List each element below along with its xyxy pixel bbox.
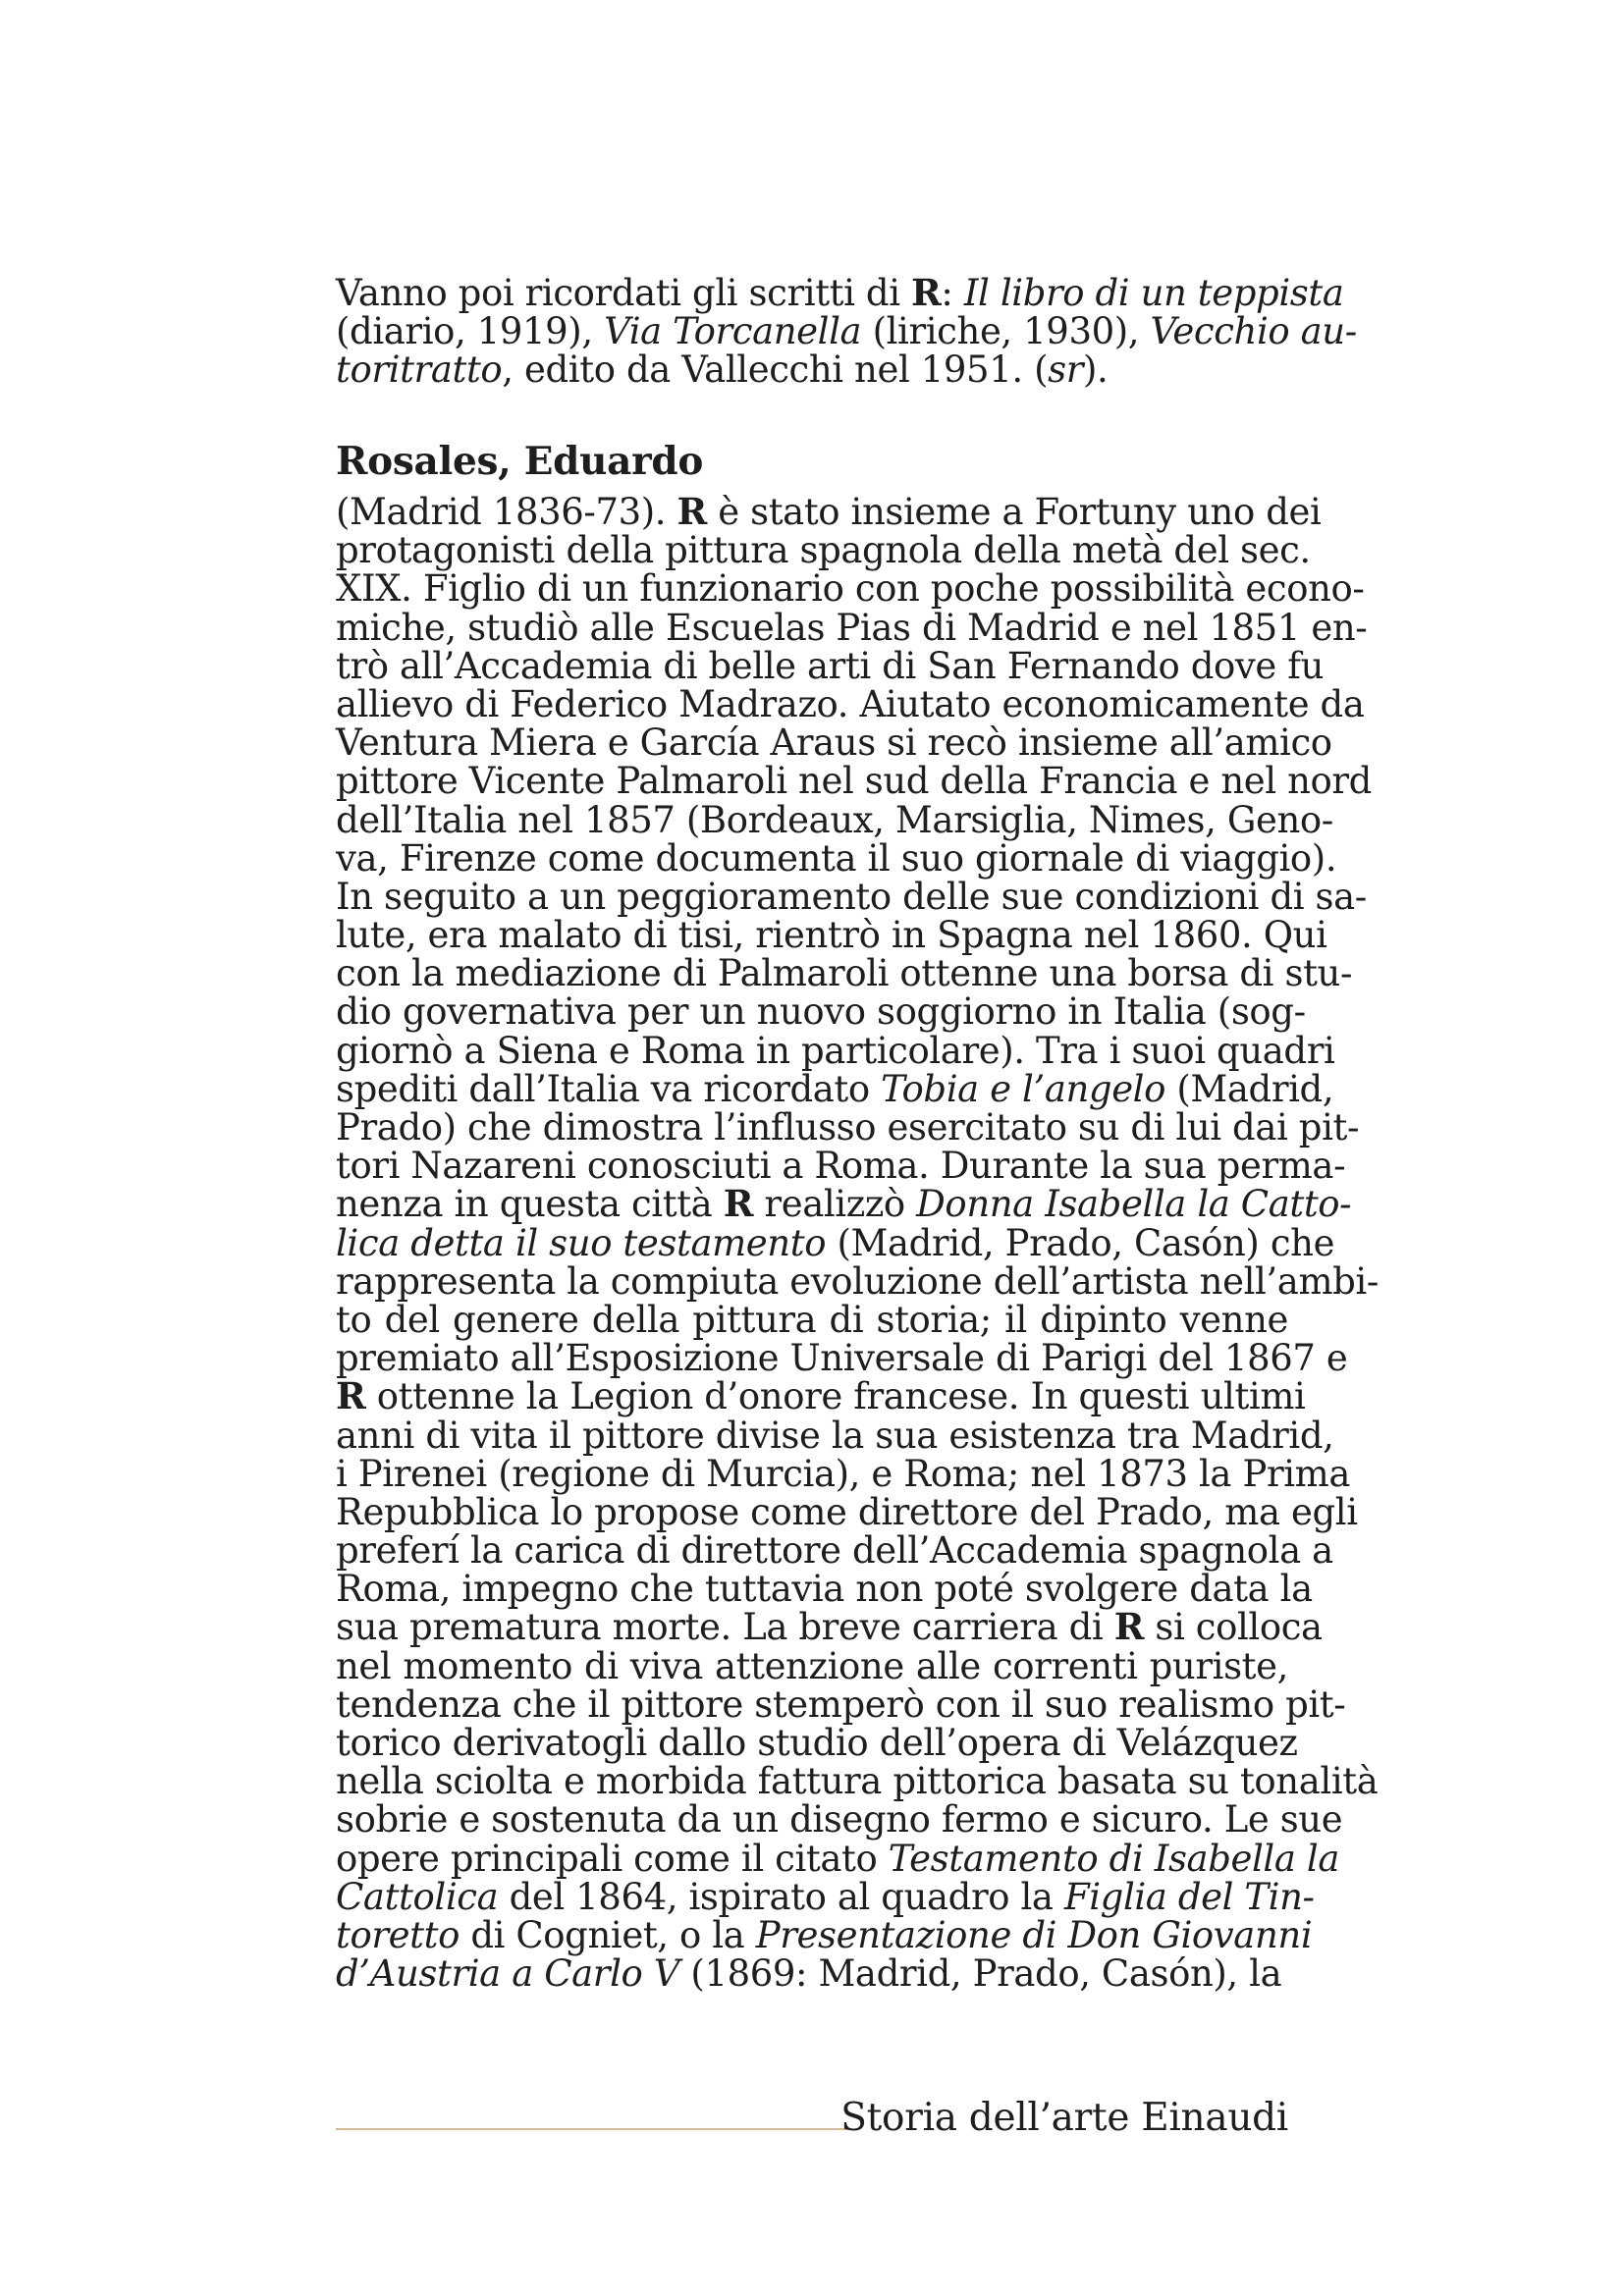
- entry-line: [336, 1568, 1313, 1611]
- bold-initial: R: [676, 490, 707, 533]
- entry-line: [336, 798, 1333, 841]
- text-run: premiato all’Esposizione Universale di Parigi del 1867 e: [336, 1337, 1348, 1380]
- entry-paragraph: [336, 490, 1379, 1996]
- text-run: è stato insieme a Fortuny uno dei: [706, 491, 1322, 533]
- text-run: i Pirenei (regione di Murcia), e Roma; nel 1873 la Prima: [336, 1452, 1351, 1495]
- text-run: dio governativa per un nuovo soggiorno in Italia (sog-: [336, 990, 1306, 1034]
- text-run: rappresenta la compiuta evoluzione dell’artista nell’ambi-: [336, 1259, 1379, 1303]
- text-run: (Madrid, Prado, Casón) che: [826, 1221, 1335, 1264]
- entry-line: [336, 1529, 1333, 1573]
- text-run: (1869: Madrid, Prado, Casón), la: [679, 1952, 1282, 1996]
- text-run: tori Nazareni conosciuti a Roma. Durante la sua perma-: [336, 1145, 1346, 1188]
- entry-line: [336, 1490, 1358, 1533]
- bold-initial: R: [723, 1182, 754, 1226]
- intro-paragraph: [336, 271, 1357, 392]
- entry-line: [336, 760, 1372, 803]
- text-run: , edito da Vallecchi nel 1951. (: [502, 348, 1049, 392]
- italic-title: sr: [1048, 348, 1083, 392]
- entry-line: [336, 1722, 1298, 1764]
- entry-line: [336, 1644, 1288, 1687]
- text-run: lute, era malato di tisi, rientrò in Spagna nel 1860. Qui: [336, 914, 1327, 957]
- text-run: ).: [1082, 348, 1109, 392]
- entry-line: [336, 1182, 1352, 1226]
- text-run: va, Firenze come documenta il suo giornale di viaggio).: [336, 836, 1337, 880]
- entry-line: [336, 1067, 1334, 1110]
- bold-initial: R: [336, 1374, 366, 1418]
- page-footer: [336, 2091, 1288, 2150]
- italic-title: Cattolica: [336, 1875, 499, 1918]
- text-run: Ventura Miera e García Araus si recò insieme all’amico: [336, 721, 1332, 765]
- entry-line: [336, 490, 1322, 533]
- text-run: to del genere della pittura di storia; il dipinto venne: [336, 1298, 1288, 1341]
- text-run: anni di vita il pittore divise la sua esistenza tra Madrid,: [336, 1414, 1334, 1457]
- text-run: Roma, impegno che tuttavia non poté svolgere data la: [336, 1568, 1313, 1611]
- entry-line: [336, 1414, 1334, 1457]
- text-run: XIX. Figlio di un funzionario con poche possibilità econo-: [336, 567, 1365, 611]
- entry-line: [336, 1029, 1335, 1072]
- text-run: Prado) che dimostra l’influsso esercitato su di lui dai pit-: [336, 1106, 1360, 1148]
- bold-initial: R: [1113, 1605, 1145, 1649]
- entry-line: [336, 990, 1306, 1034]
- entry-line: [336, 914, 1327, 957]
- text-run: (Madrid,: [1165, 1067, 1334, 1110]
- entry-line: [336, 1145, 1346, 1188]
- italic-title: d’Austria a Carlo V: [336, 1952, 680, 1996]
- text-run: miche, studiò alle Escuelas Pias di Madrid e nel 1851 en-: [336, 606, 1368, 649]
- entry-line: [336, 1798, 1343, 1842]
- entry-line: [336, 1374, 1306, 1418]
- text-run: spediti dall’Italia va ricordato: [336, 1067, 882, 1110]
- entry-line: [336, 1760, 1379, 1803]
- italic-title: lica detta il suo testamento: [336, 1221, 827, 1264]
- entry-heading: Rosales, Eduardo: [336, 439, 704, 484]
- text-run: sua prematura morte. La breve carriera di: [336, 1606, 1114, 1649]
- italic-title: Vecchio au-: [1150, 310, 1357, 353]
- intro-line: [336, 310, 1357, 353]
- text-run: (liriche, 1930),: [861, 310, 1151, 353]
- text-run: tendenza che il pittore stemperò con il suo realismo pit-: [336, 1682, 1346, 1726]
- italic-title: Tobia e l’angelo: [881, 1067, 1165, 1110]
- text-run: protagonisti della pittura spagnola della metà del sec.: [336, 529, 1311, 572]
- entry-line: [336, 1875, 1315, 1918]
- italic-title: toritratto: [336, 348, 503, 392]
- italic-title: Donna Isabella la Catto-: [916, 1183, 1352, 1226]
- entry-line: [336, 682, 1365, 725]
- text-run: pittore Vicente Palmaroli nel sud della Francia e nel nord: [336, 760, 1372, 803]
- text-run: nel momento di viva attenzione alle correnti puriste,: [336, 1644, 1288, 1687]
- intro-line: [336, 348, 1288, 392]
- entry-line: [336, 1106, 1360, 1148]
- text-run: dell’Italia nel 1857 (Bordeaux, Marsiglia, Nimes, Geno-: [336, 798, 1333, 841]
- bold-initial: R: [911, 271, 942, 314]
- entry-line: [336, 836, 1337, 880]
- entry-line: [336, 952, 1353, 995]
- entry-line: [336, 1682, 1346, 1726]
- entry-line: [336, 567, 1365, 611]
- entry-line: [336, 1913, 1313, 1956]
- intro-line: [336, 271, 1344, 314]
- text-run: :: [941, 272, 964, 314]
- text-run: sobrie e sostenuta da un disegno fermo e sicuro. Le sue: [336, 1798, 1343, 1842]
- italic-title: toretto: [336, 1913, 460, 1956]
- text-run: (diario, 1919),: [336, 310, 605, 353]
- footer-title: Storia dell’arte Einaudi: [840, 2096, 1288, 2140]
- entry-line: [336, 1605, 1323, 1649]
- footer-rule: [336, 2128, 846, 2130]
- entry-line: [336, 606, 1368, 649]
- text-run: In seguito a un peggioramento delle sue condizioni di sa-: [336, 875, 1367, 918]
- entry-line: [336, 1952, 1288, 1996]
- text-run: con la mediazione di Palmaroli ottenne una borsa di stu-: [336, 952, 1353, 995]
- text-run: si colloca: [1144, 1606, 1323, 1649]
- italic-title: Il libro di un teppista: [963, 272, 1344, 314]
- entry-line: [336, 1452, 1351, 1495]
- italic-title: Testamento di Isabella la: [888, 1837, 1339, 1880]
- text-run: torico derivatogli dallo studio dell’opera di Velázquez: [336, 1722, 1298, 1764]
- entry-line: [336, 1298, 1288, 1341]
- entry-line: [336, 875, 1367, 918]
- text-run: allievo di Federico Madrazo. Aiutato economicamente da: [336, 682, 1365, 725]
- text-run: opere principali come il citato: [336, 1837, 889, 1880]
- text-run: del 1864, ispirato al quadro la: [498, 1875, 1064, 1918]
- text-run: (Madrid 1836-73).: [336, 491, 677, 533]
- entry-line: [336, 1221, 1335, 1264]
- text-run: Vanno poi ricordati gli scritti di: [336, 272, 912, 314]
- text-run: giornò a Siena e Roma in particolare). Tra i suoi quadri: [336, 1029, 1335, 1072]
- italic-title: Presentazione di Don Giovanni: [755, 1913, 1313, 1956]
- entry-line: [336, 721, 1332, 765]
- entry-line: [336, 529, 1311, 572]
- italic-title: Figlia del Tin-: [1063, 1875, 1315, 1918]
- text-run: di Cogniet, o la: [459, 1913, 756, 1956]
- text-run: ottenne la Legion d’onore francese. In questi ultimi: [365, 1375, 1306, 1418]
- entry-line: [336, 1259, 1379, 1303]
- text-run: preferí la carica di direttore dell’Accademia spagnola a: [336, 1529, 1333, 1573]
- text-run: trò all’Accademia di belle arti di San Fernando dove fu: [336, 644, 1325, 687]
- text-run: nella sciolta e morbida fattura pittorica basata su tonalità: [336, 1760, 1379, 1803]
- entry-line: [336, 1837, 1339, 1880]
- italic-title: Via Torcanella: [604, 310, 862, 353]
- entry-line: [336, 644, 1325, 687]
- text-run: Repubblica lo propose come direttore del Prado, ma egli: [336, 1490, 1358, 1533]
- text-run: realizzò: [753, 1183, 917, 1226]
- entry-line: [336, 1337, 1348, 1380]
- text-run: nenza in questa città: [336, 1183, 724, 1226]
